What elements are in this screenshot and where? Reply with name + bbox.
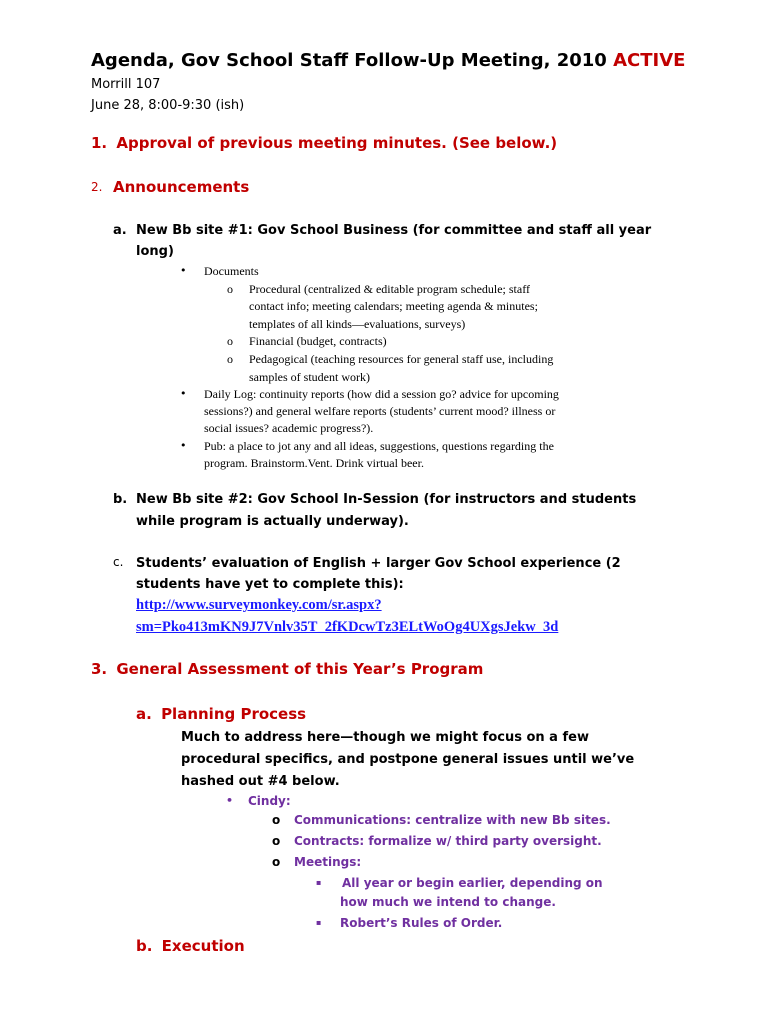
sub-procedural-l3: templates of all kinds—evaluations, surveys) bbox=[249, 317, 466, 331]
section-1-heading bbox=[91, 134, 557, 152]
item-3b-label: Execution bbox=[161, 937, 245, 955]
bullet-daily-log-l2: sessions?) and general welfare reports (students’ current mood? illness or bbox=[204, 404, 556, 418]
planning-para-l2: procedural specifics, and postpone general issues until we’ve bbox=[181, 752, 635, 767]
bullet-icon: • bbox=[180, 439, 187, 452]
status-label: ACTIVE bbox=[613, 50, 686, 71]
sub-pedagogical-l2: samples of student work) bbox=[249, 370, 370, 384]
sub-procedural-l1: Procedural (centralized & editable program schedule; staff bbox=[249, 282, 530, 296]
bullet-documents: Documents bbox=[204, 264, 259, 278]
note-contracts: Contracts: formalize w/ third party oversight. bbox=[294, 834, 602, 848]
section-1-number: 1. bbox=[91, 134, 108, 152]
circle-icon: o bbox=[272, 855, 281, 869]
planning-para-l1: Much to address here—though we might focus on a few bbox=[181, 730, 589, 745]
circle-icon: o bbox=[272, 813, 281, 827]
sub-financial: Financial (budget, contracts) bbox=[249, 334, 387, 348]
section-2-label: Announcements bbox=[113, 178, 250, 196]
planning-para-l3: hashed out #4 below. bbox=[181, 774, 340, 789]
item-2b-line2: while program is actually underway). bbox=[136, 514, 409, 529]
note-meetings: Meetings: bbox=[294, 855, 362, 869]
section-3-number: 3. bbox=[91, 660, 108, 678]
circle-icon: o bbox=[227, 282, 233, 296]
location: Morrill 107 bbox=[91, 77, 161, 92]
item-2a-line2: long) bbox=[136, 244, 174, 259]
item-3b-marker: b. bbox=[136, 937, 153, 955]
bullet-pub-l2: program. Brainstorm.Vent. Drink virtual beer. bbox=[204, 456, 424, 470]
bullet-icon: • bbox=[180, 387, 187, 400]
title-text: Agenda, Gov School Staff Follow-Up Meeting, 2010 bbox=[91, 50, 607, 71]
document-title bbox=[91, 50, 685, 71]
note-all-year-l2: how much we intend to change. bbox=[340, 895, 556, 909]
bullet-icon: • bbox=[180, 264, 187, 277]
item-3a-marker: a. bbox=[136, 705, 152, 723]
sub-pedagogical-l1: Pedagogical (teaching resources for general staff use, including bbox=[249, 352, 554, 366]
sub-procedural-l2: contact info; meeting calendars; meeting agenda & minutes; bbox=[249, 299, 538, 313]
survey-link-part2[interactable]: sm=Pko413mKN9J7Vnlv35T_2fKDcwTz3ELtWoOg4UXgsJekw_3d bbox=[136, 619, 559, 635]
item-3b-heading bbox=[136, 937, 245, 955]
bullet-daily-log-l3: social issues? academic progress?). bbox=[204, 421, 374, 435]
item-2c-line1: Students’ evaluation of English + larger Gov School experience (2 bbox=[136, 556, 621, 571]
item-2b-line1: New Bb site #2: Gov School In-Session (for instructors and students bbox=[136, 492, 637, 507]
cindy-label: Cindy: bbox=[248, 794, 291, 808]
circle-icon: o bbox=[227, 352, 233, 366]
section-3-heading bbox=[91, 660, 483, 678]
note-roberts-rules: Robert’s Rules of Order. bbox=[340, 916, 503, 930]
item-3a-label: Planning Process bbox=[161, 705, 307, 723]
bullet-daily-log-l1: Daily Log: continuity reports (how did a session go? advice for upcoming bbox=[204, 387, 559, 401]
square-bullet-icon: ▪ bbox=[316, 918, 322, 927]
circle-icon: o bbox=[227, 334, 233, 348]
item-2a-marker: a. bbox=[113, 223, 127, 238]
square-bullet-icon: ▪ bbox=[316, 878, 322, 887]
circle-icon: o bbox=[272, 834, 281, 848]
item-2b-marker: b. bbox=[113, 492, 128, 507]
item-3a-heading bbox=[136, 705, 306, 723]
note-all-year-l1: All year or begin earlier, depending on bbox=[342, 876, 603, 890]
item-2c-line2: students have yet to complete this): bbox=[136, 577, 404, 592]
datetime: June 28, 8:00-9:30 (ish) bbox=[91, 98, 245, 113]
section-2-number: 2. bbox=[91, 180, 103, 194]
bullet-pub-l1: Pub: a place to jot any and all ideas, suggestions, questions regarding the bbox=[204, 439, 554, 453]
section-3-label: General Assessment of this Year’s Program bbox=[116, 660, 484, 678]
note-communications: Communications: centralize with new Bb sites. bbox=[294, 813, 611, 827]
item-2c-marker: c. bbox=[113, 555, 124, 569]
survey-link-part1[interactable]: http://www.surveymonkey.com/sr.aspx? bbox=[136, 597, 382, 613]
item-2a-line1: New Bb site #1: Gov School Business (for committee and staff all year bbox=[136, 223, 652, 238]
bullet-icon: • bbox=[226, 794, 234, 807]
section-1-label: Approval of previous meeting minutes. (See below.) bbox=[116, 134, 558, 152]
